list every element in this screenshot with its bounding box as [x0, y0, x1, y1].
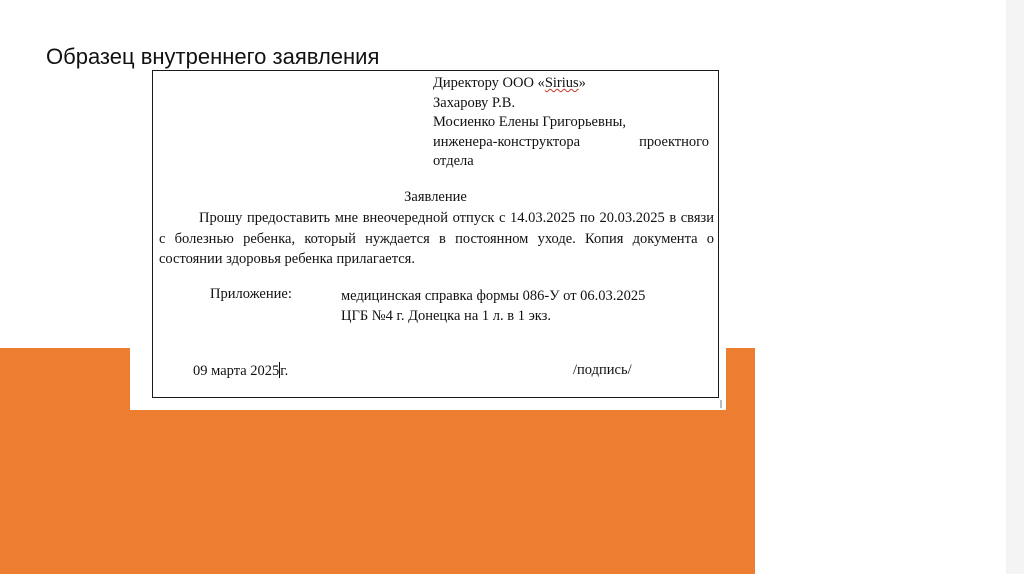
slide-right-edge [1006, 0, 1024, 574]
appendix-line: медицинская справка формы 086-У от 06.03.2025 [341, 288, 646, 304]
company-name: Sirius [544, 75, 579, 91]
sender-line-department: отдела [433, 153, 474, 169]
addressee-line-name: Захарову Р.В. [433, 94, 516, 111]
sender-line-position: инженера-конструктора проектного [433, 133, 709, 150]
appendix-label: Приложение: [210, 286, 292, 302]
slide-title: Образец внутреннего заявления [46, 44, 380, 69]
application-document [152, 70, 719, 398]
crop-mark [720, 400, 722, 408]
signature-placeholder: /подпись/ [573, 362, 632, 378]
sender-line-name: Мосиенко Елены Григорьевны, [433, 114, 626, 130]
addressee-line-director: Директору ООО «Sirius» [433, 75, 586, 91]
appendix-text [341, 286, 645, 326]
document-date: 09 марта 2025г. [193, 363, 289, 379]
appendix-line: ЦГБ №4 г. Донецка на 1 л. в 1 экз. [341, 308, 552, 324]
document-heading: Заявление [404, 189, 467, 205]
addressee-block [433, 74, 709, 172]
document-body: Прошу предоставить мне внеочередной отпуск с 14.03.2025 по 20.03.2025 в связи с болезнью ребенка, который нуждается в постоянном уходе. Копия документа о состоянии здоровья ребенка прилагается. [159, 210, 714, 267]
